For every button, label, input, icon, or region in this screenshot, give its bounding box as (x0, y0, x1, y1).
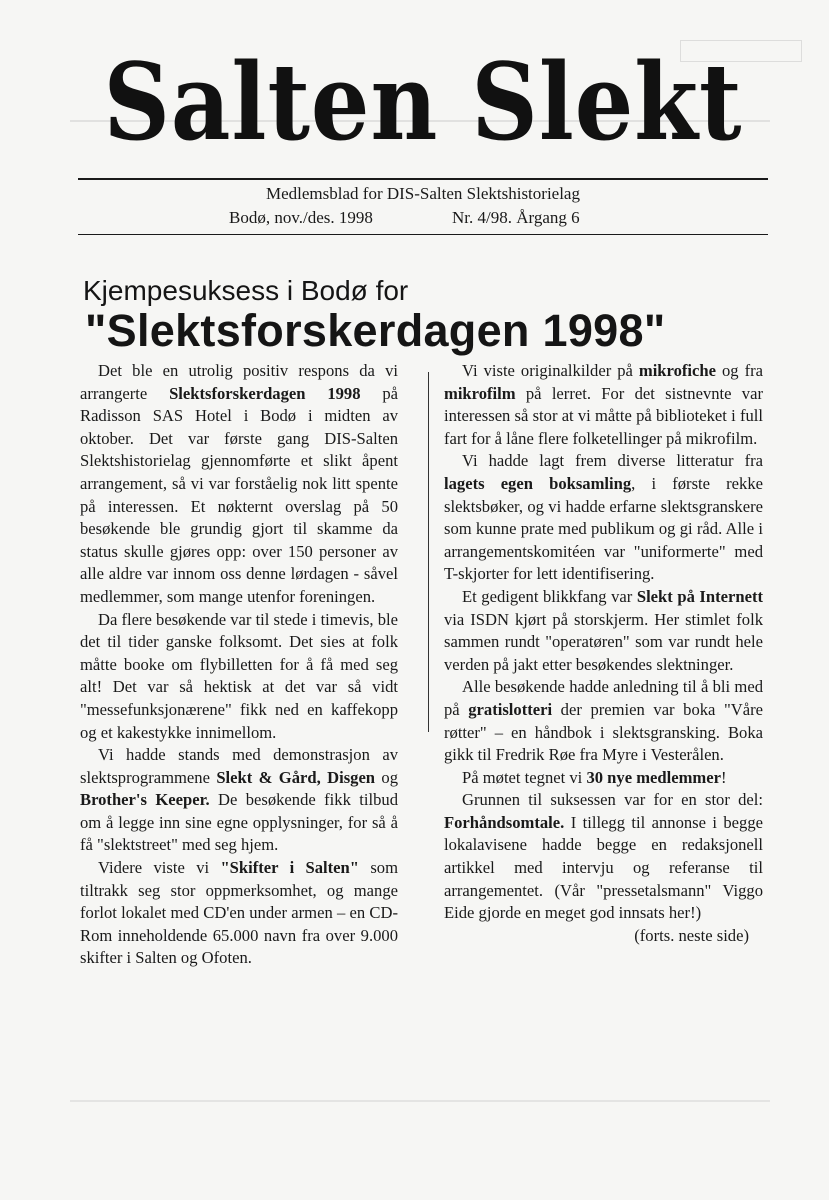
paragraph: Grunnen til suksessen var for en stor del: Forhåndsomtale. I tillegg til annonse i begge lokalavisene hadde begge en redaksjonell artikkel med intervju og referanse til arrangementet. (Vår "pressetalsmann" Viggo Eide gjorde en meget god innsats her!) (444, 790, 763, 923)
paragraph: Vi hadde stands med demonstrasjon av slektsprogrammene Slekt & Gård, Disgen og Brother's Keeper. De besøkende fikk tilbud om å legge inn sine egne opplysninger, for så å få "slektstreet" med seg hjem. (80, 745, 398, 855)
paragraph: Videre viste vi "Skifter i Salten" som tiltrakk seg stor oppmerksomhet, og mange forlot lokalet med CD'en under armen – en CD-Rom inneholdende 65.000 navn fra over 9.000 skifter i Salten og Ofoten. (80, 858, 399, 968)
paragraph: Da flere besøkende var til stede i timevis, ble det til tider ganske folksomt. Det sies at folk måtte booke om flybilletten for å få med seg alt! Det var så hektisk at det var så vidt "messefunksjonærene" fikk ned en kaffekopp og et kakestykke innimellom. (80, 609, 398, 742)
masthead (78, 28, 768, 176)
paragraph: Vi hadde lagt frem diverse litteratur fra lagets egen boksamling, i første rekke slektsbøker, og vi hadde erfarne slektsgranskere som kunne prate med publikum og gi råd. Alle i arrangementskomitéen var "uniformerte" med T-skjorter for lett identifisering. (444, 451, 763, 584)
issue-number: Nr. 4/98. Årgang 6 (452, 208, 580, 227)
article-title: "Slektsforskerdagen 1998" (85, 305, 666, 356)
paragraph: På møtet tegnet vi 30 nye medlemmer! (462, 767, 727, 787)
masthead-top-rule (78, 178, 768, 180)
column-divider (428, 372, 429, 732)
newsletter-title: Salten Slekt (103, 39, 743, 165)
newsletter-subtitle: Medlemsblad for DIS-Salten Slektshistorielag (266, 184, 580, 203)
paragraph: Alle besøkende hadde anledning til å bli med på gratislotteri der premien var boka "Våre røtter" – en håndbok i slektsgransking. Boka gikk til Fredrik Røe fra Myre i Vesterålen. (444, 677, 763, 765)
masthead-bottom-rule (78, 234, 768, 235)
paragraph: Et gedigent blikkfang var Slekt på Internett via ISDN kjørt på storskjerm. Her stimlet folk sammen rundt "operatøren" som var rundt hele verden på jakt etter besøkendes slektninger. (444, 586, 763, 674)
article-kicker: Kjempesuksess i Bodø for (83, 275, 409, 306)
continued-note: (forts. neste side) (634, 925, 749, 945)
place-date: Bodø, nov./des. 1998 (229, 208, 373, 227)
article-column-left (80, 360, 398, 970)
paragraph: Vi viste originalkilder på mikrofiche og fra mikrofilm på lerret. For det sistnevnte var interessen så stor at vi måtte på biblioteket i full fart for å låne flere folketellinger på mikrofilm. (444, 361, 763, 448)
paragraph: Det ble en utrolig positiv respons da vi arrangerte Slektsforskerdagen 1998 på Radisson SAS Hotel i Bodø i midten av oktober. Det var første gang DIS-Salten Slektshistorielag gjennomførte et slikt åpent arrangement, så vi var forståelig nok litt spente på interessen. Et nøkternt overslag på 50 besøkende ble grundig gjort til skamme da status skulle gjøres opp: over 150 personer av alle aldre var innom oss denne lørdagen - såvel medlemmer, som mange utenfor foreningen. (80, 361, 398, 606)
bleed-through-texture (70, 1100, 770, 1102)
article-column-right (444, 360, 763, 947)
